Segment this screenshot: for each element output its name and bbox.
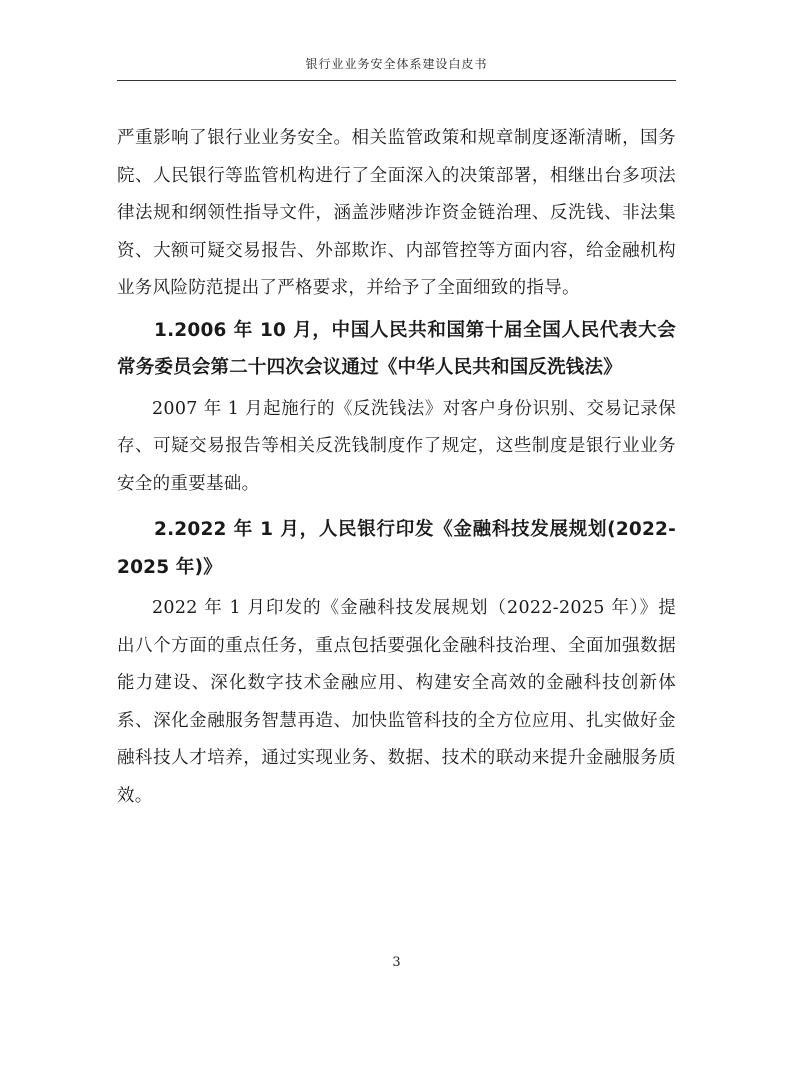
- page-number: 3: [392, 955, 401, 970]
- page-body: [117, 120, 676, 815]
- paragraph-aml-law-detail: 2007 年 1 月起施行的《反洗钱法》对客户身份识别、交易记录保存、可疑交易报告等相关反洗钱制度作了规定，这些制度是银行业业务安全的重要基础。: [117, 398, 676, 494]
- paragraph-fintech-plan-detail: 2022 年 1 月印发的《金融科技发展规划（2022-2025 年）》提出八个方面的重点任务，重点包括要强化金融科技治理、全面加强数据能力建设、深化数字技术金融应用、构建安全高效的金融科技创新体系、深化金融服务智慧再造、加快监管科技的全方位应用、扎实做好金融科技人才培养，通过实现业务、数据、技术的联动来提升金融服务质效。: [117, 598, 676, 806]
- running-header: 银行业业务安全体系建设白皮书: [305, 57, 488, 71]
- paragraph-regulatory-background: 严重影响了银行业业务安全。相关监管政策和规章制度逐渐清晰，国务院、人民银行等监管机构进行了全面深入的决策部署，相继出台多项法律法规和纲领性指导文件，涵盖涉赌涉诈资金链治理、反洗钱、非法集资、大额可疑交易报告、外部欺诈、内部管控等方面内容，给金融机构业务风险防范提出了严格要求，并给予了全面细致的指导。: [117, 128, 676, 298]
- heading-anti-money-laundering-law: 1.2006 年 10 月，中国人民共和国第十届全国人民代表大会常务委员会第二十四次会议通过《中华人民共和国反洗钱法》: [117, 319, 676, 378]
- heading-fintech-plan: 2.2022 年 1 月，人民银行印发《金融科技发展规划(2022-2025 年)》: [117, 519, 676, 578]
- header-rule: [117, 80, 676, 81]
